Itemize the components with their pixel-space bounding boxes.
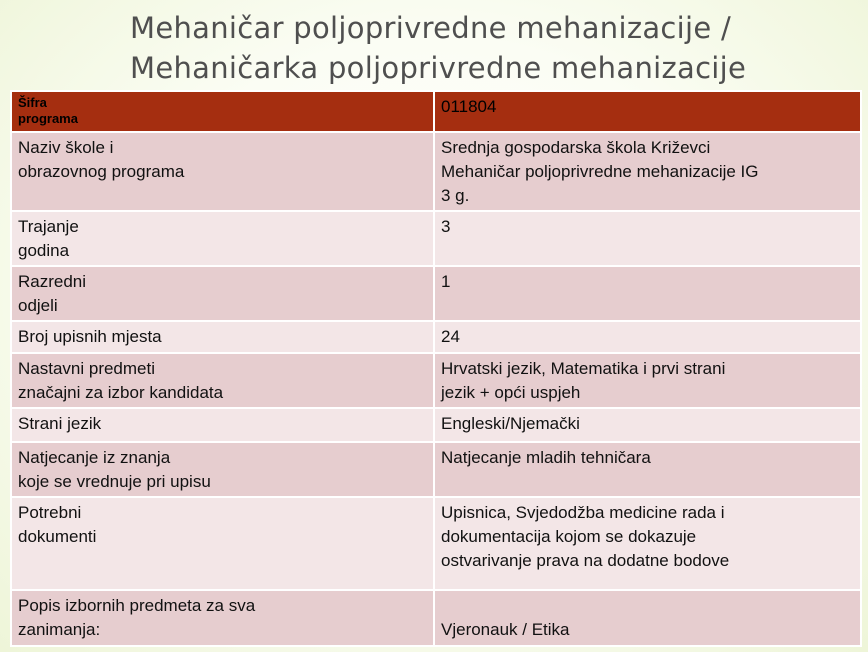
label-line: Naziv škole i [18,138,114,157]
value-cell [434,353,861,408]
label-cell [11,590,434,646]
value-line: dokumentacija kojom se dokazuje [441,527,697,546]
label-line: odjeli [18,296,58,315]
label-cell [11,211,434,266]
label-line: Potrebni [18,503,82,522]
label-line: Strani jezik [18,414,102,433]
program-info-table [10,90,862,647]
table-row-school [11,132,861,211]
table-row-duration [11,211,861,266]
value-line: ostvarivanje prava na dodatne bodove [441,551,730,570]
table-row-language [11,408,861,442]
value-line: Srednja gospodarska škola Križevci [441,138,711,157]
label-line: Natjecanje iz znanja [18,448,171,467]
label-line: Šifra [18,95,47,110]
table-row-code [11,91,861,132]
value-line: 24 [441,327,460,346]
slide-title [130,8,860,88]
table-row-competition [11,442,861,497]
label-cell [11,497,434,590]
label-line: Broj upisnih mjesta [18,327,162,346]
table-row-places [11,321,861,353]
value-cell [434,590,861,646]
label-line: Trajanje [18,217,79,236]
label-line: zanimanja: [18,620,101,639]
value-line: Engleski/Njemački [441,414,580,433]
label-cell [11,408,434,442]
value-cell [434,266,861,321]
value-cell [434,91,861,132]
value-cell [434,497,861,590]
table-row-documents [11,497,861,590]
table-row-electives [11,590,861,646]
label-line: Popis izbornih predmeta za sva [18,596,256,615]
value-cell [434,321,861,353]
value-cell [434,408,861,442]
label-line: programa [18,111,78,126]
table-row-classes [11,266,861,321]
value-line: Hrvatski jezik, Matematika i prvi strani [441,359,726,378]
label-line: Razredni [18,272,87,291]
title-line-2: Mehaničarka poljoprivredne mehanizacije [130,51,747,85]
label-line: Nastavni predmeti [18,359,156,378]
label-cell [11,442,434,497]
value-cell [434,132,861,211]
label-cell [11,132,434,211]
value-cell [434,211,861,266]
value-line: Upisnica, Svjedodžba medicine rada i [441,503,725,522]
title-line-1: Mehaničar poljoprivredne mehanizacije / [130,11,732,45]
table-row-subjects [11,353,861,408]
value-line: 3 g. [441,186,470,205]
value-line: 3 [441,217,451,236]
value-line: Natjecanje mladih tehničara [441,448,651,467]
value-line: 011804 [441,97,497,116]
label-line: značajni za izbor kandidata [18,383,224,402]
value-line: 1 [441,272,451,291]
label-cell [11,266,434,321]
label-cell [11,353,434,408]
value-line: Mehaničar poljoprivredne mehanizacije IG [441,162,759,181]
label-line: obrazovnog programa [18,162,185,181]
value-line: jezik + opći uspjeh [441,383,581,402]
value-cell [434,442,861,497]
value-line: Vjeronauk / Etika [441,620,570,639]
label-cell [11,91,434,132]
label-line: dokumenti [18,527,97,546]
label-cell [11,321,434,353]
label-line: koje se vrednuje pri upisu [18,472,211,491]
label-line: godina [18,241,70,260]
